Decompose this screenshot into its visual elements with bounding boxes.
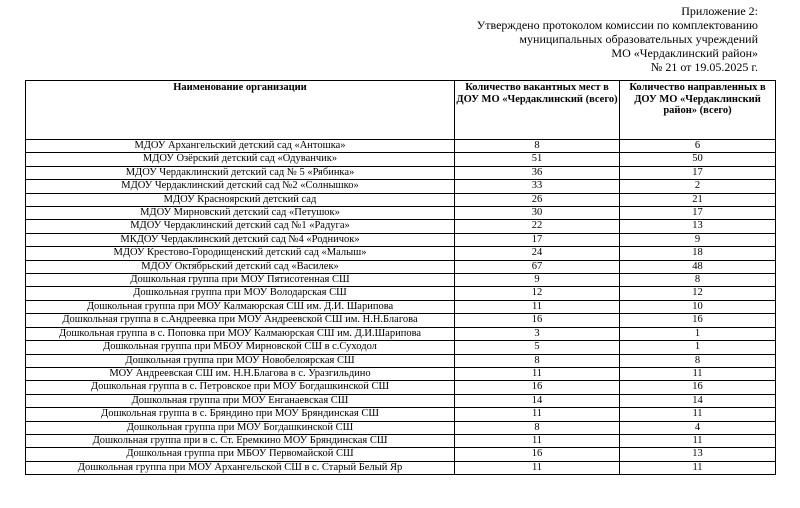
organization-name-cell: МДОУ Чердаклинский детский сад №2 «Солнышко»: [26, 180, 455, 193]
sent-count-cell: 9: [620, 233, 776, 246]
organization-name-cell: Дошкольная группа при МОУ Енганаевская СШ: [26, 394, 455, 407]
organization-name-cell: Дошкольная группа при МБОУ Мирновской СШ в с.Суходол: [26, 341, 455, 354]
table-row: [26, 300, 776, 313]
organization-name-cell: Дошкольная группа при МОУ Богдашкинской СШ: [26, 421, 455, 434]
sent-count-cell: 18: [620, 247, 776, 260]
organization-name-cell: МОУ Андреевская СШ им. Н.Н.Благова в с. Уразгильдино: [26, 367, 455, 380]
organization-name-cell: МКДОУ Чердаклинский детский сад №4 «Родничок»: [26, 233, 455, 246]
vacant-places-cell: 5: [455, 341, 620, 354]
vacant-places-cell: 11: [455, 408, 620, 421]
organization-name-cell: Дошкольная группа при МОУ Архангельской СШ в с. Старый Белый Яр: [26, 461, 455, 474]
organization-name-cell: Дошкольная группа при МОУ Пятисотенная СШ: [26, 274, 455, 287]
organization-name-cell: Дошкольная группа в с. Петровское при МОУ Богдашкинской СШ: [26, 381, 455, 394]
institutions-line: муниципальных образовательных учреждений: [519, 32, 758, 46]
organization-name-cell: Дошкольная группа при МОУ Новобелоярская СШ: [26, 354, 455, 367]
vacant-places-cell: 11: [455, 300, 620, 313]
allocation-table: [25, 80, 776, 475]
organization-name-cell: Дошкольная группа в с. Бряндино при МОУ Бряндинская СШ: [26, 408, 455, 421]
vacant-places-cell: 16: [455, 448, 620, 461]
organization-name-cell: МДОУ Красноярский детский сад: [26, 193, 455, 206]
vacant-places-cell: 16: [455, 381, 620, 394]
sent-count-cell: 12: [620, 287, 776, 300]
organization-name-cell: МДОУ Чердаклинский детский сад № 5 «Рябинка»: [26, 166, 455, 179]
vacant-places-cell: 51: [455, 153, 620, 166]
sent-count-cell: 50: [620, 153, 776, 166]
allocation-table-container: [25, 80, 775, 475]
vacant-places-cell: 3: [455, 327, 620, 340]
column-header-vacant: Количество вакантных мест в ДОУ МО «Чердаклинский (всего): [455, 81, 620, 140]
table-row: [26, 394, 776, 407]
table-row: [26, 287, 776, 300]
protocol-number: № 21 от 19.05.2025 г.: [650, 60, 758, 74]
sent-count-cell: 11: [620, 434, 776, 447]
vacant-places-cell: 17: [455, 233, 620, 246]
organization-name-cell: МДОУ Озёрский детский сад «Одуванчик»: [26, 153, 455, 166]
table-row: [26, 434, 776, 447]
organization-name-cell: Дошкольная группа при МОУ Калмаюрская СШ им. Д.И. Шарипова: [26, 300, 455, 313]
organization-name-cell: Дошкольная группа в с.Андреевка при МОУ Андреевской СШ им. Н.Н.Благова: [26, 314, 455, 327]
sent-count-cell: 4: [620, 421, 776, 434]
table-row: [26, 448, 776, 461]
sent-count-cell: 16: [620, 314, 776, 327]
table-row: [26, 153, 776, 166]
vacant-places-cell: 9: [455, 274, 620, 287]
organization-name-cell: Дошкольная группа при в с. Ст. Еремкино МОУ Бряндинская СШ: [26, 434, 455, 447]
table-row: [26, 180, 776, 193]
document-header: [338, 4, 758, 74]
table-row: [26, 408, 776, 421]
table-row: [26, 354, 776, 367]
sent-count-cell: 21: [620, 193, 776, 206]
table-row: [26, 260, 776, 273]
vacant-places-cell: 14: [455, 394, 620, 407]
vacant-places-cell: 11: [455, 434, 620, 447]
sent-count-cell: 11: [620, 408, 776, 421]
table-row: [26, 140, 776, 153]
table-row: [26, 274, 776, 287]
sent-count-cell: 13: [620, 448, 776, 461]
sent-count-cell: 13: [620, 220, 776, 233]
organization-name-cell: Дошкольная группа в с. Поповка при МОУ Калмаюрская СШ им. Д.И.Шарипова: [26, 327, 455, 340]
vacant-places-cell: 8: [455, 421, 620, 434]
vacant-places-cell: 22: [455, 220, 620, 233]
sent-count-cell: 1: [620, 327, 776, 340]
table-row: [26, 166, 776, 179]
table-row: [26, 193, 776, 206]
organization-name-cell: МДОУ Чердаклинский детский сад №1 «Радуга»: [26, 220, 455, 233]
table-row: [26, 421, 776, 434]
table-row: [26, 367, 776, 380]
vacant-places-cell: 11: [455, 461, 620, 474]
vacant-places-cell: 26: [455, 193, 620, 206]
organization-name-cell: Дошкольная группа при МОУ Володарская СШ: [26, 287, 455, 300]
vacant-places-cell: 67: [455, 260, 620, 273]
sent-count-cell: 2: [620, 180, 776, 193]
organization-name-cell: МДОУ Крестово-Городищенский детский сад «Малыш»: [26, 247, 455, 260]
sent-count-cell: 1: [620, 341, 776, 354]
vacant-places-cell: 24: [455, 247, 620, 260]
table-row: [26, 461, 776, 474]
sent-count-cell: 14: [620, 394, 776, 407]
sent-count-cell: 8: [620, 354, 776, 367]
vacant-places-cell: 8: [455, 140, 620, 153]
sent-count-cell: 11: [620, 367, 776, 380]
organization-name-cell: МДОУ Мирновский детский сад «Петушок»: [26, 207, 455, 220]
sent-count-cell: 16: [620, 381, 776, 394]
organization-name-cell: МДОУ Октябрьский детский сад «Василек»: [26, 260, 455, 273]
sent-count-cell: 11: [620, 461, 776, 474]
table-row: [26, 247, 776, 260]
sent-count-cell: 6: [620, 140, 776, 153]
organization-name-cell: Дошкольная группа при МБОУ Первомайской СШ: [26, 448, 455, 461]
sent-count-cell: 10: [620, 300, 776, 313]
column-header-organization: Наименование организации: [26, 81, 455, 140]
sent-count-cell: 17: [620, 207, 776, 220]
appendix-label: Приложение 2:: [681, 4, 758, 18]
table-row: [26, 314, 776, 327]
organization-name-cell: МДОУ Архангельский детский сад «Антошка»: [26, 140, 455, 153]
table-header-row: [26, 81, 776, 140]
table-row: [26, 220, 776, 233]
sent-count-cell: 17: [620, 166, 776, 179]
vacant-places-cell: 16: [455, 314, 620, 327]
vacant-places-cell: 12: [455, 287, 620, 300]
vacant-places-cell: 11: [455, 367, 620, 380]
district-line: МО «Чердаклинский район»: [611, 46, 758, 60]
sent-count-cell: 48: [620, 260, 776, 273]
table-row: [26, 207, 776, 220]
vacant-places-cell: 33: [455, 180, 620, 193]
sent-count-cell: 8: [620, 274, 776, 287]
vacant-places-cell: 36: [455, 166, 620, 179]
approval-line: Утверждено протоколом комиссии по комплектованию: [476, 18, 758, 32]
table-row: [26, 327, 776, 340]
vacant-places-cell: 30: [455, 207, 620, 220]
column-header-sent: Количество направленных в ДОУ МО «Чердаклинский район» (всего): [620, 81, 776, 140]
table-row: [26, 341, 776, 354]
vacant-places-cell: 8: [455, 354, 620, 367]
table-row: [26, 233, 776, 246]
table-row: [26, 381, 776, 394]
table-body: [26, 140, 776, 475]
